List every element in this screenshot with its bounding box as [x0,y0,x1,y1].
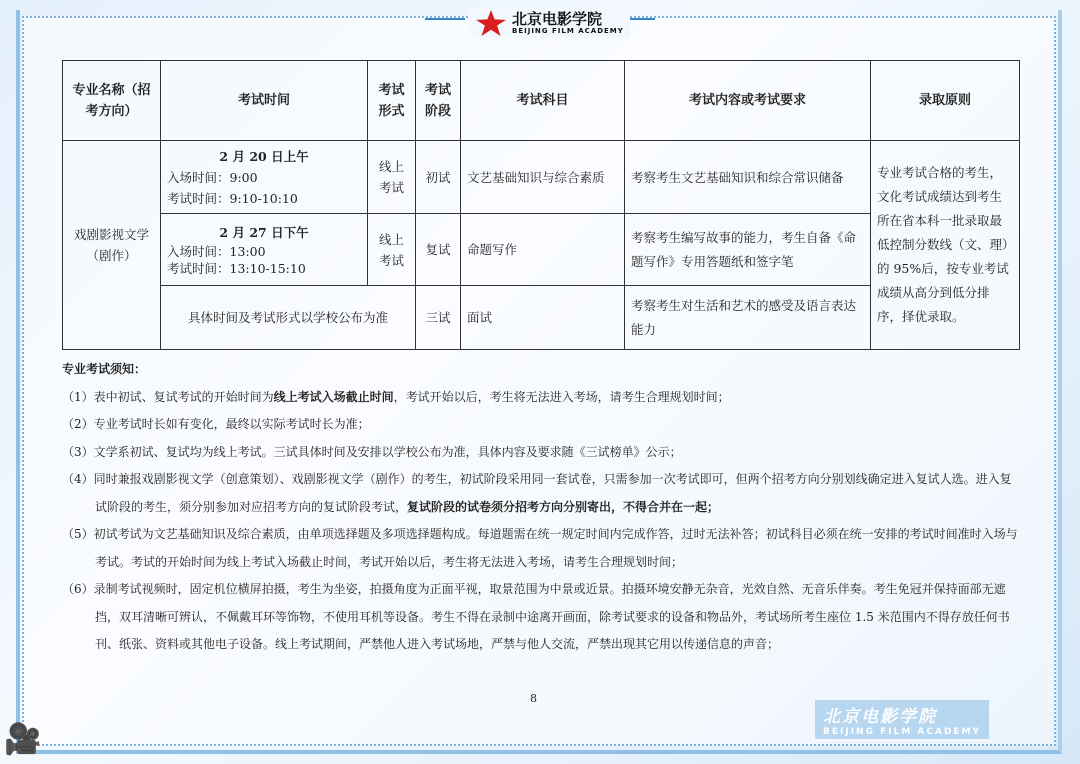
admission-cell: 专业考试合格的考生，文化考试成绩达到考生所在省本科一批录取最低控制分数线（文、理）的 95%后，按专业考试成绩从高分到低分排序，择优录取。 [871,141,1020,350]
stage-cell: 复试 [416,214,461,286]
note-5: （5）初试考试为文艺基础知识及综合素质，由单项选择题及多项选择题构成。每道题需在统一规定时间内完成作答，过时无法补答；初试科目必须在统一安排的考试时间准时入场与考试。考试的开始时间为线上考试入场截止时间，考试开始以后，考生将无法进入考场，请考生合理规划时间； [62,527,1018,569]
stage-cell: 三试 [416,286,461,350]
time-cell [161,141,368,214]
notes-title: 专业考试须知： [62,362,147,376]
form-cell: 线上考试 [368,214,416,286]
note-3: （3）文学系初试、复试均为线上考试。三试具体时间及安排以学校公布为准，具体内容及要求随《三试榜单》公示； [62,444,682,459]
footer-logo-cn: 北京电影学院 [823,707,937,727]
subject-cell: 面试 [461,286,625,350]
note-6: （6）录制考试视频时，固定机位横屏拍摄，考生为坐姿，拍摄角度为正面平视，取景范围为中景或近景。拍摄环境安静无杂音，光效自然、无音乐伴奏。考生免冠并保持面部无遮挡，双耳清晰可辨认，不佩戴耳环等饰物，不使用耳机等设备。考生不得在录制中途离开画面，除考试要求的设备和物品外，考试场所考生座位 1.5 米范围内不得存放任何书刊、纸张、资料或其他电子设备。线上考试期间，严禁他人进入考试场地，严禁与他人交流，严禁出现其它用以传递信息的声音； [62,582,1010,651]
header-stage: 考试阶段 [416,61,461,141]
footer-watermark-logo [815,700,989,739]
exam-time: 考试时间：9:10-10:10 [167,190,298,206]
content-cell: 考察考生编写故事的能力，考生自备《命题写作》专用答题纸和签字笔 [625,214,871,286]
page-number: 8 [530,692,537,705]
logo-text-cn: 北京电影学院 [512,10,603,28]
table-row [63,141,1020,214]
time-note-cell: 具体时间及考试形式以学校公布为准 [161,286,416,350]
entry-time: 入场时间：9:00 [167,169,258,185]
time-cell [161,214,368,286]
note-4 [62,466,1022,521]
note-emphasis: 线上考试入场截止时间 [273,389,394,404]
header-form: 考试形式 [368,61,416,141]
note-text: ，考试开始以后，考生将无法进入考场，请考生合理规划时间； [393,389,730,404]
header-content: 考试内容或考试要求 [625,61,871,141]
stage-cell: 初试 [416,141,461,214]
header-major: 专业名称（招考方向） [63,61,161,141]
content-cell: 考察考生文艺基础知识和综合常识储备 [625,141,871,214]
exam-date: 2 月 27 日下午 [219,225,309,240]
exam-date: 2 月 20 日上午 [219,148,309,164]
exam-notes [62,356,1022,659]
subject-cell: 命题写作 [461,214,625,286]
header-admission: 录取原则 [871,61,1020,141]
form-cell: 线上考试 [368,141,416,214]
logo-text-en: BEIJING FILM ACADEMY [512,27,624,35]
note-2: （2）专业考试时长如有变化，最终以实际考试时长为准； [62,417,370,431]
header-deco-line [425,18,465,20]
header-time: 考试时间 [161,61,368,141]
note-emphasis: 复试阶段的试卷须分招考方向分别寄出，不得合并在一起； [407,499,720,514]
note-text: （1）表中初试、复试考试的开始时间为 [62,389,274,404]
footer-logo-en: BEIJING FILM ACADEMY [823,727,982,737]
exam-schedule-table [62,60,1020,350]
exam-time: 考试时间：13:10-15:10 [167,261,306,276]
table-header-row [63,61,1020,141]
film-camera-icon: 🎥 [4,722,42,757]
major-cell: 戏剧影视文学（剧作） [63,141,161,350]
content-cell: 考察考生对生活和艺术的感受及语言表达能力 [625,286,871,350]
entry-time: 入场时间：13:00 [167,244,266,259]
note-1 [62,384,1022,412]
header-subject: 考试科目 [461,61,625,141]
note-text: （4）同时兼报戏剧影视文学（创意策划）、戏剧影视文学（剧作）的考生，初试阶段采用同一套试卷，只需参加一次考试即可，但两个招考方向分别划线确定进入复试人选。进入复试阶段的考生，须分别参加对应招考方向的复试阶段考试， [62,472,1012,514]
star-logo-icon [476,10,506,36]
academy-logo [470,8,630,38]
subject-cell: 文艺基础知识与综合素质 [461,141,625,214]
